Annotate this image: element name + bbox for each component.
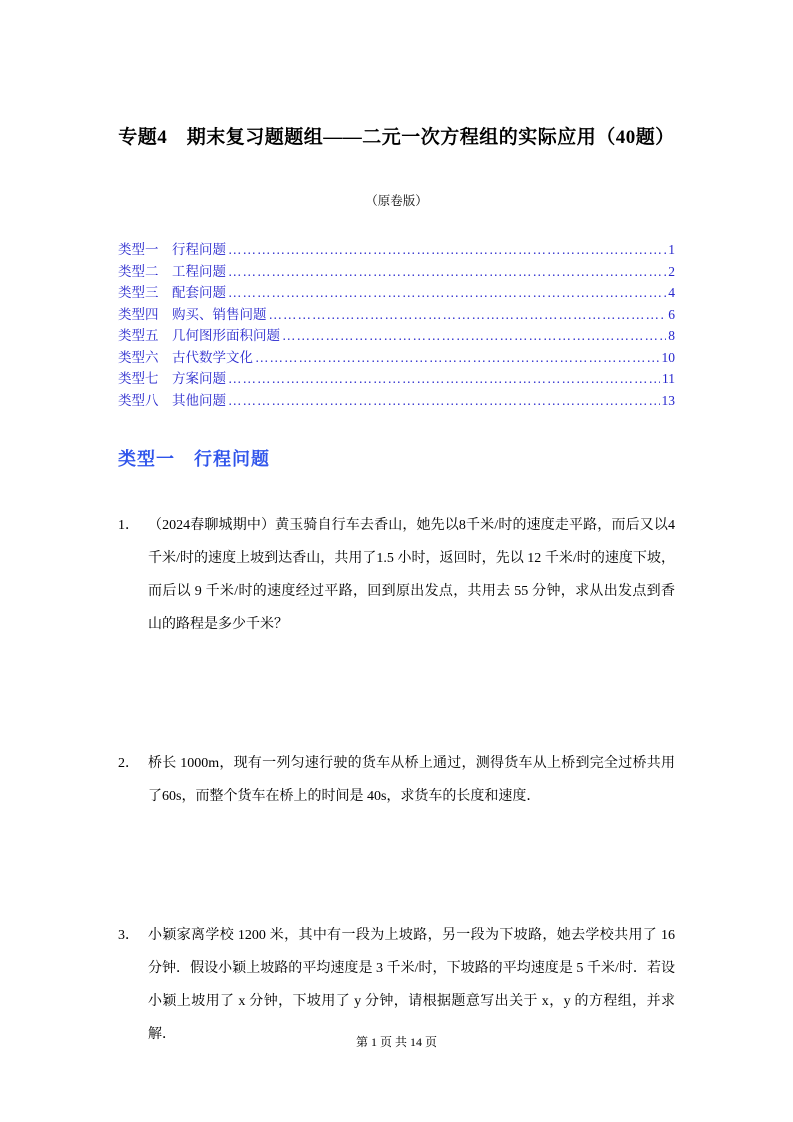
problem-text: （2024春聊城期中）黄玉骑自行车去香山，她先以8千米/时的速度走平路，而后又以4千米/时的速度上坡到达香山，共用了1.5 小时，返回时，先以 12 千米/时的速度下坡，而后以 9 千米/时的速度经过平路，回到原出发点，共用去 55 分钟，求从出发点到香山的路程是多少千米？ [148, 518, 675, 632]
toc-leader-dots [228, 261, 666, 279]
toc-leader-dots [228, 368, 660, 386]
problem-text: 桥长 1000m，现有一列匀速行驶的货车从桥上通过，测得货车从上桥到完全过桥共用了60s，而整个货车在桥上的时间是 40s，求货车的长度和速度． [148, 756, 675, 804]
toc-item-label: 类型三 配套问题 [118, 285, 226, 300]
toc-item-label: 类型七 方案问题 [118, 371, 226, 386]
problem-list [118, 509, 675, 1051]
toc-page-number: 6 [668, 306, 675, 322]
toc-item-label: 类型四 购买、销售问题 [118, 306, 267, 322]
problem-text: 小颖家离学校 1200 米，其中有一段为上坡路，另一段为下坡路，她去学校共用了 16 分钟．假设小颖上坡路的平均速度是 3 千米/时，下坡路的平均速度是 5 千米/时．若设小颖上坡用了 x 分钟，下坡用了 y 分钟，请根据题意写出关于 x，y 的方程组，并求解． [148, 928, 675, 1042]
toc-page-number: 13 [661, 392, 675, 408]
problem-item-2 [118, 747, 675, 813]
toc-item-label: 类型五 几何图形面积问题 [118, 328, 280, 343]
toc-page-number: 11 [662, 371, 675, 386]
problem-number: 2． [118, 756, 139, 771]
toc-leader-dots [228, 239, 666, 257]
problem-item-1 [118, 509, 675, 641]
toc-item-gongcheng[interactable] [118, 261, 675, 283]
toc-item-qita[interactable] [118, 390, 675, 412]
toc-page-number: 2 [668, 263, 675, 279]
toc-leader-dots [269, 304, 667, 322]
toc-item-peitao[interactable] [118, 282, 675, 304]
toc-leader-dots [282, 325, 666, 343]
table-of-contents [118, 239, 675, 411]
document-title: 专题4 期末复习题题组——二元一次方程组的实际应用（40题） [118, 127, 675, 148]
toc-leader-dots [228, 282, 666, 300]
toc-item-gudai-shuxue[interactable] [118, 347, 675, 369]
toc-page-number: 4 [668, 285, 675, 300]
toc-leader-dots [255, 347, 660, 365]
toc-item-label: 类型六 古代数学文化 [118, 349, 253, 365]
toc-item-fangan[interactable] [118, 368, 675, 390]
toc-page-number: 8 [668, 328, 675, 343]
page-footer: 第 1 页 共 14 页 [355, 1035, 437, 1049]
section-heading-type1: 类型一 行程问题 [118, 449, 270, 469]
toc-item-label: 类型一 行程问题 [118, 242, 226, 257]
toc-item-label: 类型二 工程问题 [118, 263, 226, 279]
toc-item-xingcheng[interactable] [118, 239, 675, 261]
problem-number: 1． [118, 518, 139, 533]
toc-item-goumai-xiaoshou[interactable] [118, 304, 675, 326]
toc-item-jihe-mianji[interactable] [118, 325, 675, 347]
toc-page-number: 1 [668, 242, 675, 257]
toc-page-number: 10 [661, 349, 675, 365]
toc-item-label: 类型八 其他问题 [118, 392, 226, 408]
problem-item-3 [118, 919, 675, 1051]
problem-number: 3． [118, 928, 139, 943]
toc-leader-dots [228, 390, 660, 408]
document-subtitle: （原卷版） [365, 194, 428, 208]
